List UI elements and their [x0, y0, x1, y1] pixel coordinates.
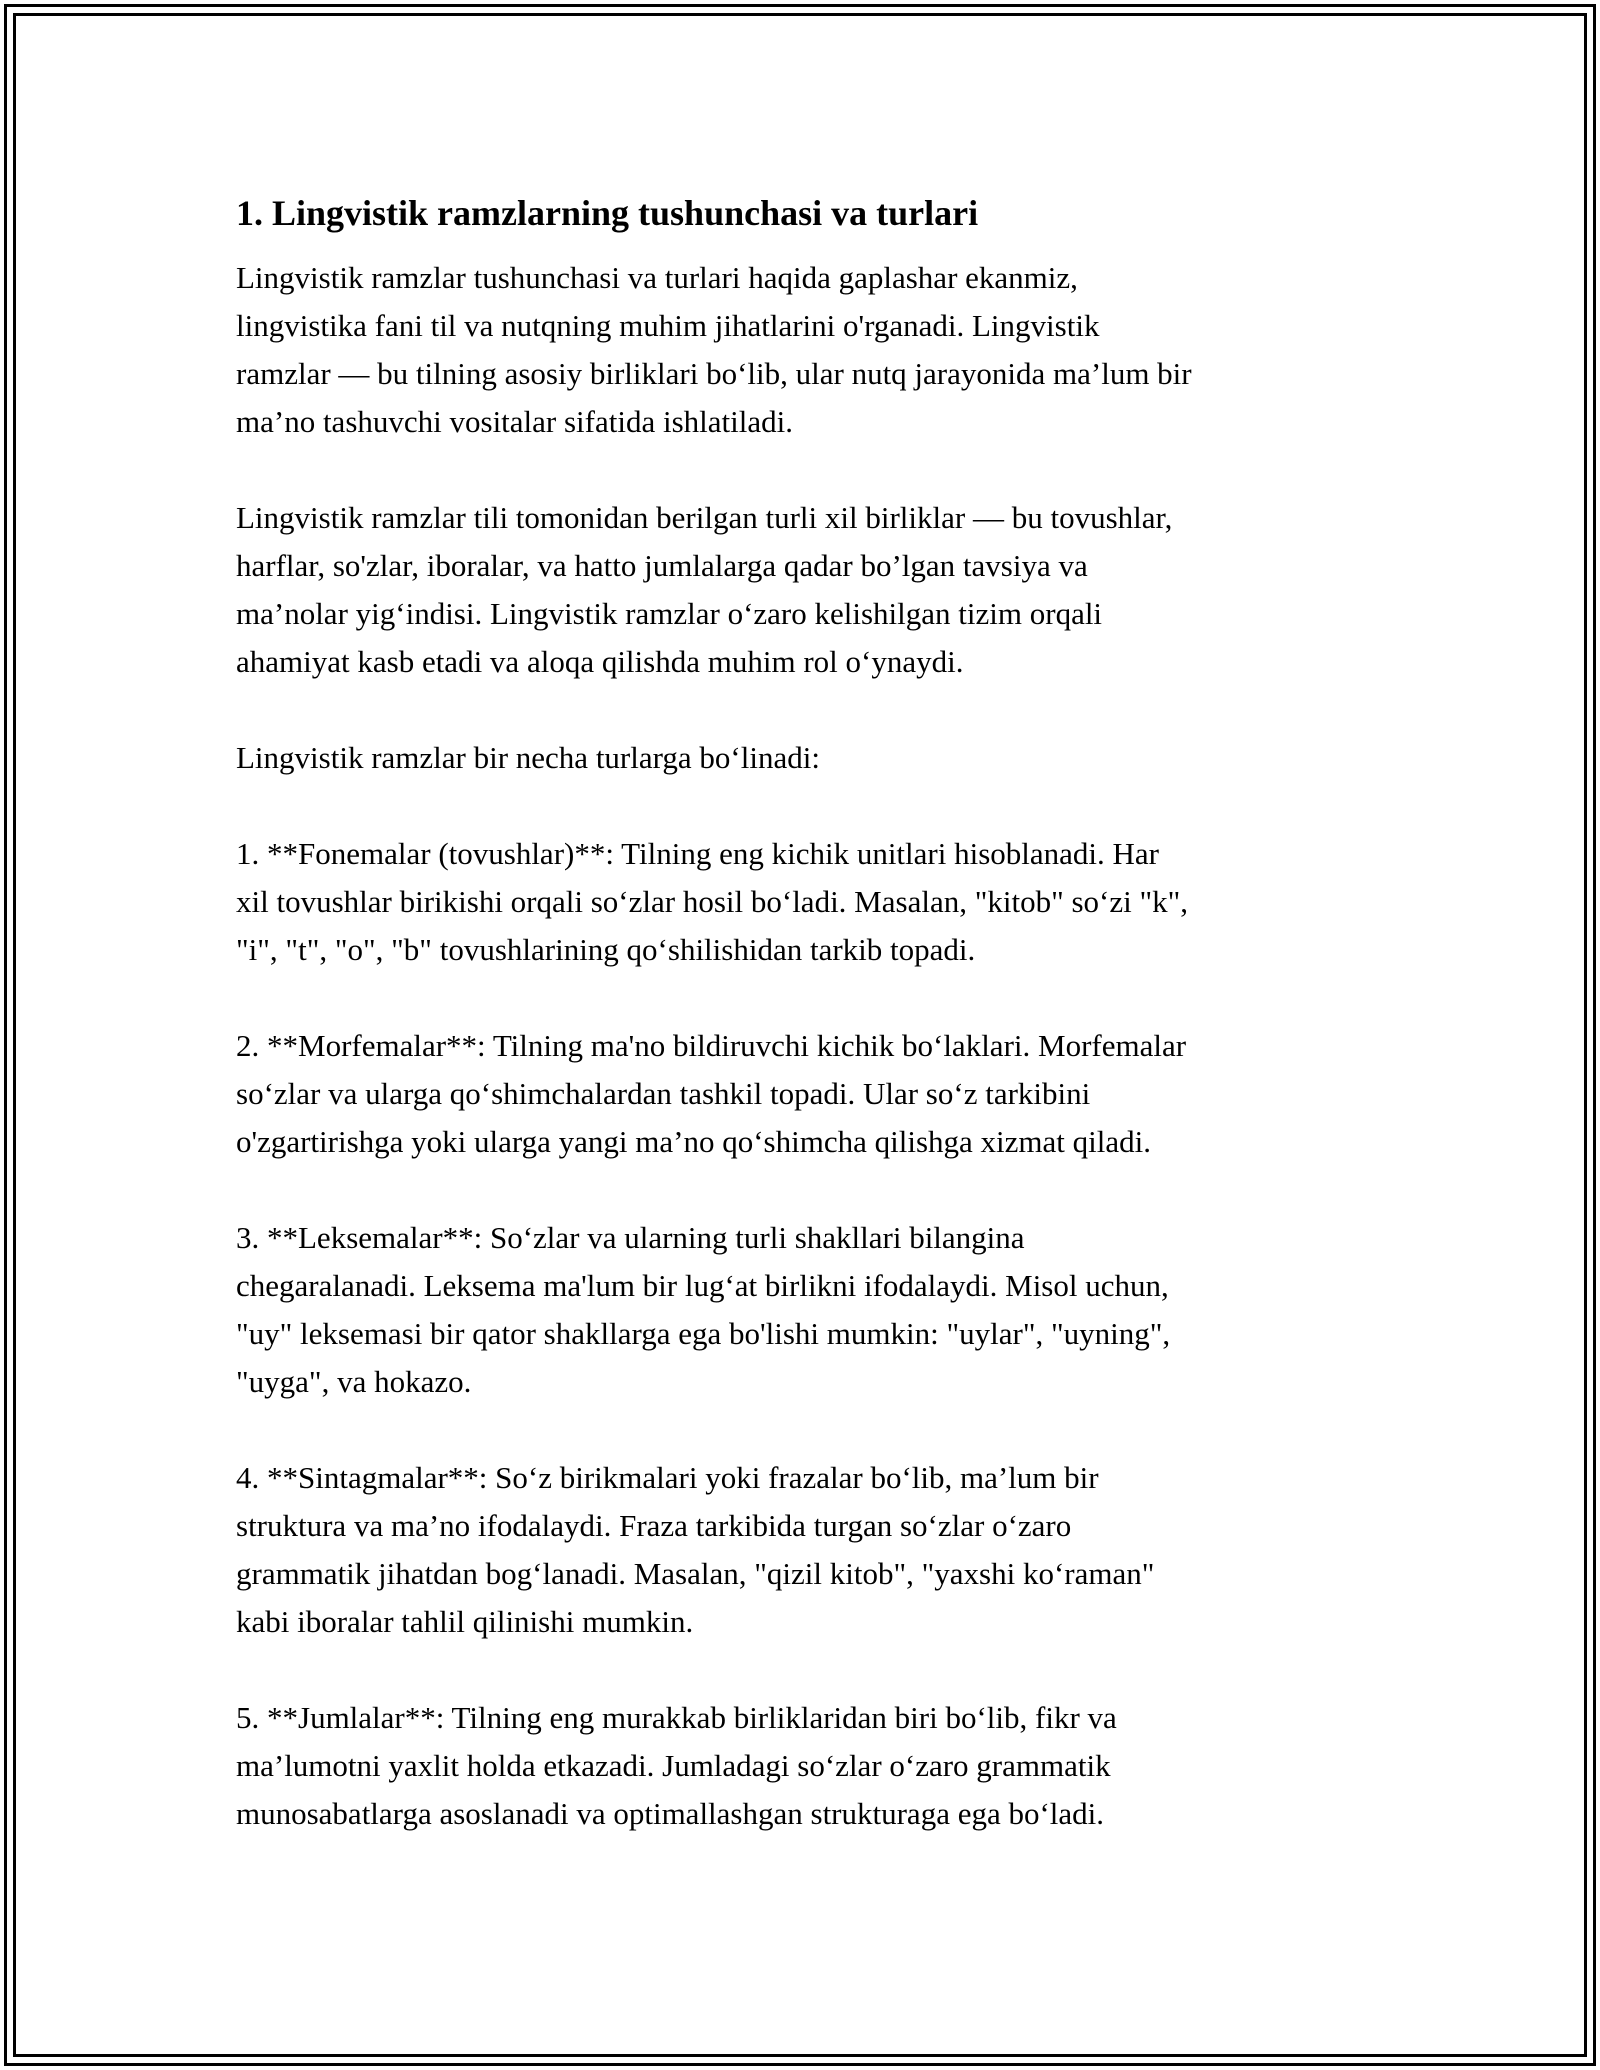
list-item-leksemalar	[236, 1214, 1376, 1406]
text-line: munosabatlarga asoslanadi va optimallashgan strukturaga ega bo‘ladi.	[236, 1796, 1105, 1831]
text-line: Lingvistik ramzlar tushunchasi va turlari haqida gaplashar ekanmiz,	[236, 260, 1078, 295]
text-line: kabi iboralar tahlil qilinishi mumkin.	[236, 1604, 694, 1639]
list-item-morfemalar	[236, 1022, 1376, 1166]
text-line: 2. **Morfemalar**: Tilning ma'no bildiruvchi kichik bo‘laklari. Morfemalar	[236, 1028, 1187, 1063]
paragraph-intro	[236, 254, 1376, 446]
text-line: Lingvistik ramzlar tili tomonidan berilgan turli xil birliklar — bu tovushlar,	[236, 500, 1173, 535]
text-line: ma’lumotni yaxlit holda etkazadi. Jumladagi so‘zlar o‘zaro grammatik	[236, 1748, 1111, 1783]
text-line: Lingvistik ramzlar bir necha turlarga bo‘linadi:	[236, 740, 820, 775]
text-line: lingvistika fani til va nutqning muhim jihatlarini o'rganadi. Lingvistik	[236, 308, 1100, 343]
text-line: ma’no tashuvchi vositalar sifatida ishlatiladi.	[236, 404, 794, 439]
list-item-jumlalar	[236, 1694, 1376, 1838]
text-line: "uyga", va hokazo.	[236, 1364, 472, 1399]
paragraph-types-intro	[236, 734, 1376, 782]
text-line: xil tovushlar birikishi orqali so‘zlar hosil bo‘ladi. Masalan, "kitob" so‘zi "k",	[236, 884, 1189, 919]
text-line: ma’nolar yig‘indisi. Lingvistik ramzlar o‘zaro kelishilgan tizim orqali	[236, 596, 1103, 631]
text-line: harflar, so'zlar, iboralar, va hatto jumlalarga qadar bo’lgan tavsiya va	[236, 548, 1088, 583]
paragraph-units	[236, 494, 1376, 686]
text-line: "i", "t", "o", "b" tovushlarining qo‘shilishidan tarkib topadi.	[236, 932, 976, 967]
document-body	[236, 186, 1376, 1838]
text-line: o'zgartirishga yoki ularga yangi ma’no qo‘shimcha qilishga xizmat qiladi.	[236, 1124, 1151, 1159]
text-line: 4. **Sintagmalar**: So‘z birikmalari yoki frazalar bo‘lib, ma’lum bir	[236, 1460, 1099, 1495]
text-line: so‘zlar va ularga qo‘shimchalardan tashkil topadi. Ular so‘z tarkibini	[236, 1076, 1091, 1111]
text-line: 1. **Fonemalar (tovushlar)**: Tilning eng kichik unitlari hisoblanadi. Har	[236, 836, 1159, 871]
document-heading: 1. Lingvistik ramzlarning tushunchasi va turlari	[236, 193, 979, 233]
text-line: 5. **Jumlalar**: Tilning eng murakkab birliklaridan biri bo‘lib, fikr va	[236, 1700, 1117, 1735]
text-line: chegaralanadi. Leksema ma'lum bir lug‘at birlikni ifodalaydi. Misol uchun,	[236, 1268, 1169, 1303]
text-line: grammatik jihatdan bog‘lanadi. Masalan, "qizil kitob", "yaxshi ko‘raman"	[236, 1556, 1155, 1591]
text-line: ahamiyat kasb etadi va aloqa qilishda muhim rol o‘ynaydi.	[236, 644, 964, 679]
text-line: 3. **Leksemalar**: So‘zlar va ularning turli shakllari bilangina	[236, 1220, 1025, 1255]
text-line: "uy" leksemasi bir qator shakllarga ega bo'lishi mumkin: "uylar", "uyning",	[236, 1316, 1171, 1351]
list-item-fonemalar	[236, 830, 1376, 974]
text-line: struktura va ma’no ifodalaydi. Fraza tarkibida turgan so‘zlar o‘zaro	[236, 1508, 1072, 1543]
text-line: ramzlar — bu tilning asosiy birliklari bo‘lib, ular nutq jarayonida ma’lum bir	[236, 356, 1192, 391]
list-item-sintagmalar	[236, 1454, 1376, 1646]
